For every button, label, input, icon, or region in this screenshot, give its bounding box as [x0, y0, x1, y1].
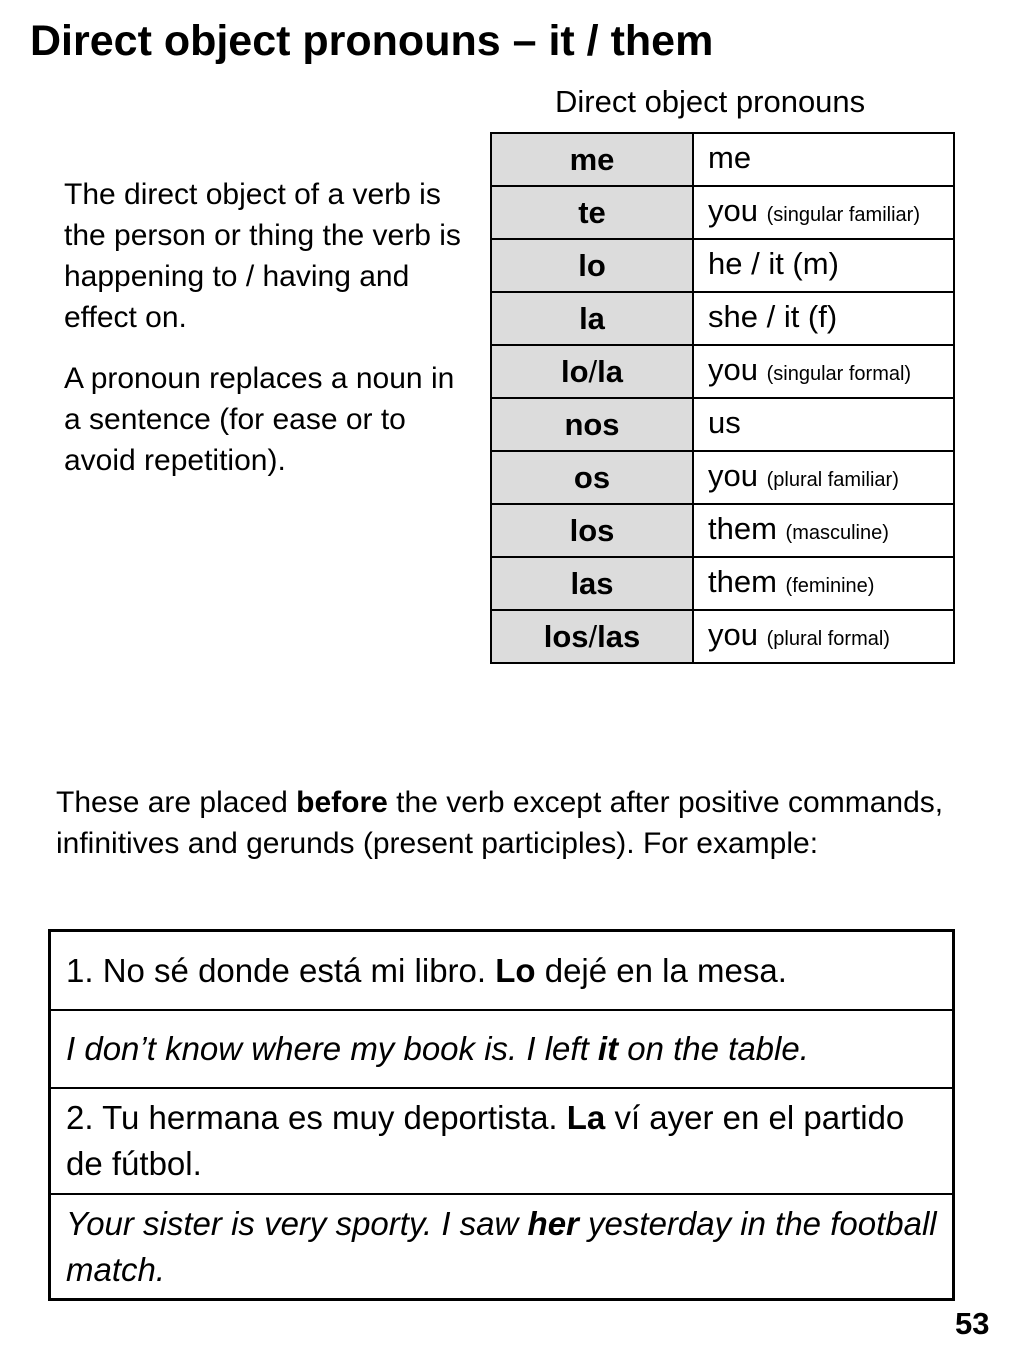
english-meaning: me: [708, 139, 752, 175]
spanish-pronoun: te: [578, 194, 606, 230]
spanish-pronoun: la: [579, 300, 605, 336]
spanish-pronoun-cell: [491, 239, 693, 292]
spanish-pronoun: lo: [578, 247, 606, 283]
page-title: Direct object pronouns – it / them: [30, 17, 714, 65]
intro-text: [64, 174, 464, 501]
example-text: I don’t know where my book is. I left: [66, 1030, 598, 1067]
spanish-pronoun-cell: [491, 345, 693, 398]
table-row: [491, 398, 954, 451]
example-text: 1. No sé donde está mi libro.: [66, 951, 496, 989]
english-meaning: us: [708, 404, 741, 440]
table-row: [491, 557, 954, 610]
example-text: 2. Tu hermana es muy deportista.: [66, 1099, 567, 1136]
spanish-pronoun-cell: [491, 451, 693, 504]
spanish-pronoun: la: [597, 353, 624, 389]
example-row: [50, 931, 954, 1011]
english-meaning-cell: [693, 345, 954, 398]
example-text: ví ayer en el partido de fútbol.: [66, 1099, 905, 1182]
spanish-pronoun: os: [573, 459, 611, 495]
english-meaning-cell: [693, 557, 954, 610]
spanish-pronoun: los: [569, 512, 615, 548]
table-row: [491, 504, 954, 557]
spanish-pronoun-cell: [491, 398, 693, 451]
table-row: [491, 292, 954, 345]
english-meaning: you: [708, 616, 758, 652]
example-english-2: [50, 1194, 954, 1300]
english-meaning-cell: [693, 504, 954, 557]
table-row: [491, 133, 954, 186]
meaning-note: (plural formal): [766, 627, 890, 650]
meaning-note: (masculine): [785, 521, 889, 544]
english-meaning-cell: [693, 133, 954, 186]
table-row: [491, 186, 954, 239]
meaning-note: (singular formal): [766, 362, 912, 385]
rule-text-end: the verb except after positive commands, infinitives and gerunds (present participles). For example:: [56, 786, 944, 860]
intro-paragraph-definition: The direct object of a verb is the person or thing the verb is happening to / having and effect on.: [64, 178, 461, 334]
english-meaning: you: [708, 457, 758, 493]
spanish-pronoun: los: [543, 618, 589, 654]
meaning-note: (singular familiar): [766, 203, 920, 226]
example-row: [50, 1010, 954, 1088]
spanish-pronoun: me: [569, 141, 615, 177]
slash-separator: /: [588, 353, 598, 389]
example-text: yesterday in the football match.: [66, 1204, 937, 1288]
table-row: [491, 345, 954, 398]
example-pronoun: her: [527, 1204, 579, 1242]
rule-emphasis: before: [296, 786, 388, 819]
slash-separator: /: [588, 618, 598, 654]
rule-text-start: These are placed: [56, 786, 297, 819]
spanish-pronoun: las: [597, 618, 641, 654]
english-meaning-cell: [693, 186, 954, 239]
example-row: [50, 1194, 954, 1300]
spanish-pronoun: las: [570, 565, 614, 601]
example-text: Your sister is very sporty. I saw: [66, 1204, 528, 1242]
spanish-pronoun-cell: [491, 610, 693, 663]
spanish-pronoun: lo: [560, 353, 589, 389]
spanish-pronoun-cell: [491, 133, 693, 186]
english-meaning: them: [708, 563, 777, 599]
spanish-pronoun-cell: [491, 292, 693, 345]
spanish-pronoun-cell: [491, 186, 693, 239]
english-meaning: you: [708, 351, 758, 387]
spanish-pronoun-cell: [491, 557, 693, 610]
example-spanish-1: [50, 931, 954, 1011]
english-meaning-cell: [693, 398, 954, 451]
example-row: [50, 1088, 954, 1194]
english-meaning-cell: [693, 239, 954, 292]
page-number: 53: [955, 1306, 990, 1341]
pronoun-table: [490, 132, 955, 664]
table-row: [491, 451, 954, 504]
example-text: dejé en la mesa.: [535, 951, 787, 989]
english-meaning: them: [708, 510, 777, 546]
meaning-note: (feminine): [785, 574, 875, 597]
example-spanish-2: [50, 1088, 954, 1194]
english-meaning: you: [708, 192, 758, 228]
example-pronoun: Lo: [495, 951, 536, 989]
english-meaning-cell: [693, 292, 954, 345]
placement-rule-text: [56, 782, 986, 864]
table-row: [491, 239, 954, 292]
example-pronoun: it: [597, 1030, 619, 1067]
spanish-pronoun-cell: [491, 504, 693, 557]
example-text: on the table.: [618, 1030, 809, 1067]
english-meaning: he / it (m): [708, 245, 839, 281]
english-meaning-cell: [693, 610, 954, 663]
english-meaning-cell: [693, 451, 954, 504]
spanish-pronoun: nos: [564, 406, 620, 442]
meaning-note: (plural familiar): [766, 468, 899, 491]
examples-table: [48, 929, 955, 1301]
example-english-1: [50, 1010, 954, 1088]
table-caption: Direct object pronouns: [555, 84, 866, 119]
example-pronoun: La: [566, 1099, 606, 1136]
intro-paragraph-pronoun: A pronoun replaces a noun in a sentence (for ease or to avoid repetition).: [64, 362, 455, 477]
table-row: [491, 610, 954, 663]
english-meaning: she / it (f): [708, 298, 838, 334]
